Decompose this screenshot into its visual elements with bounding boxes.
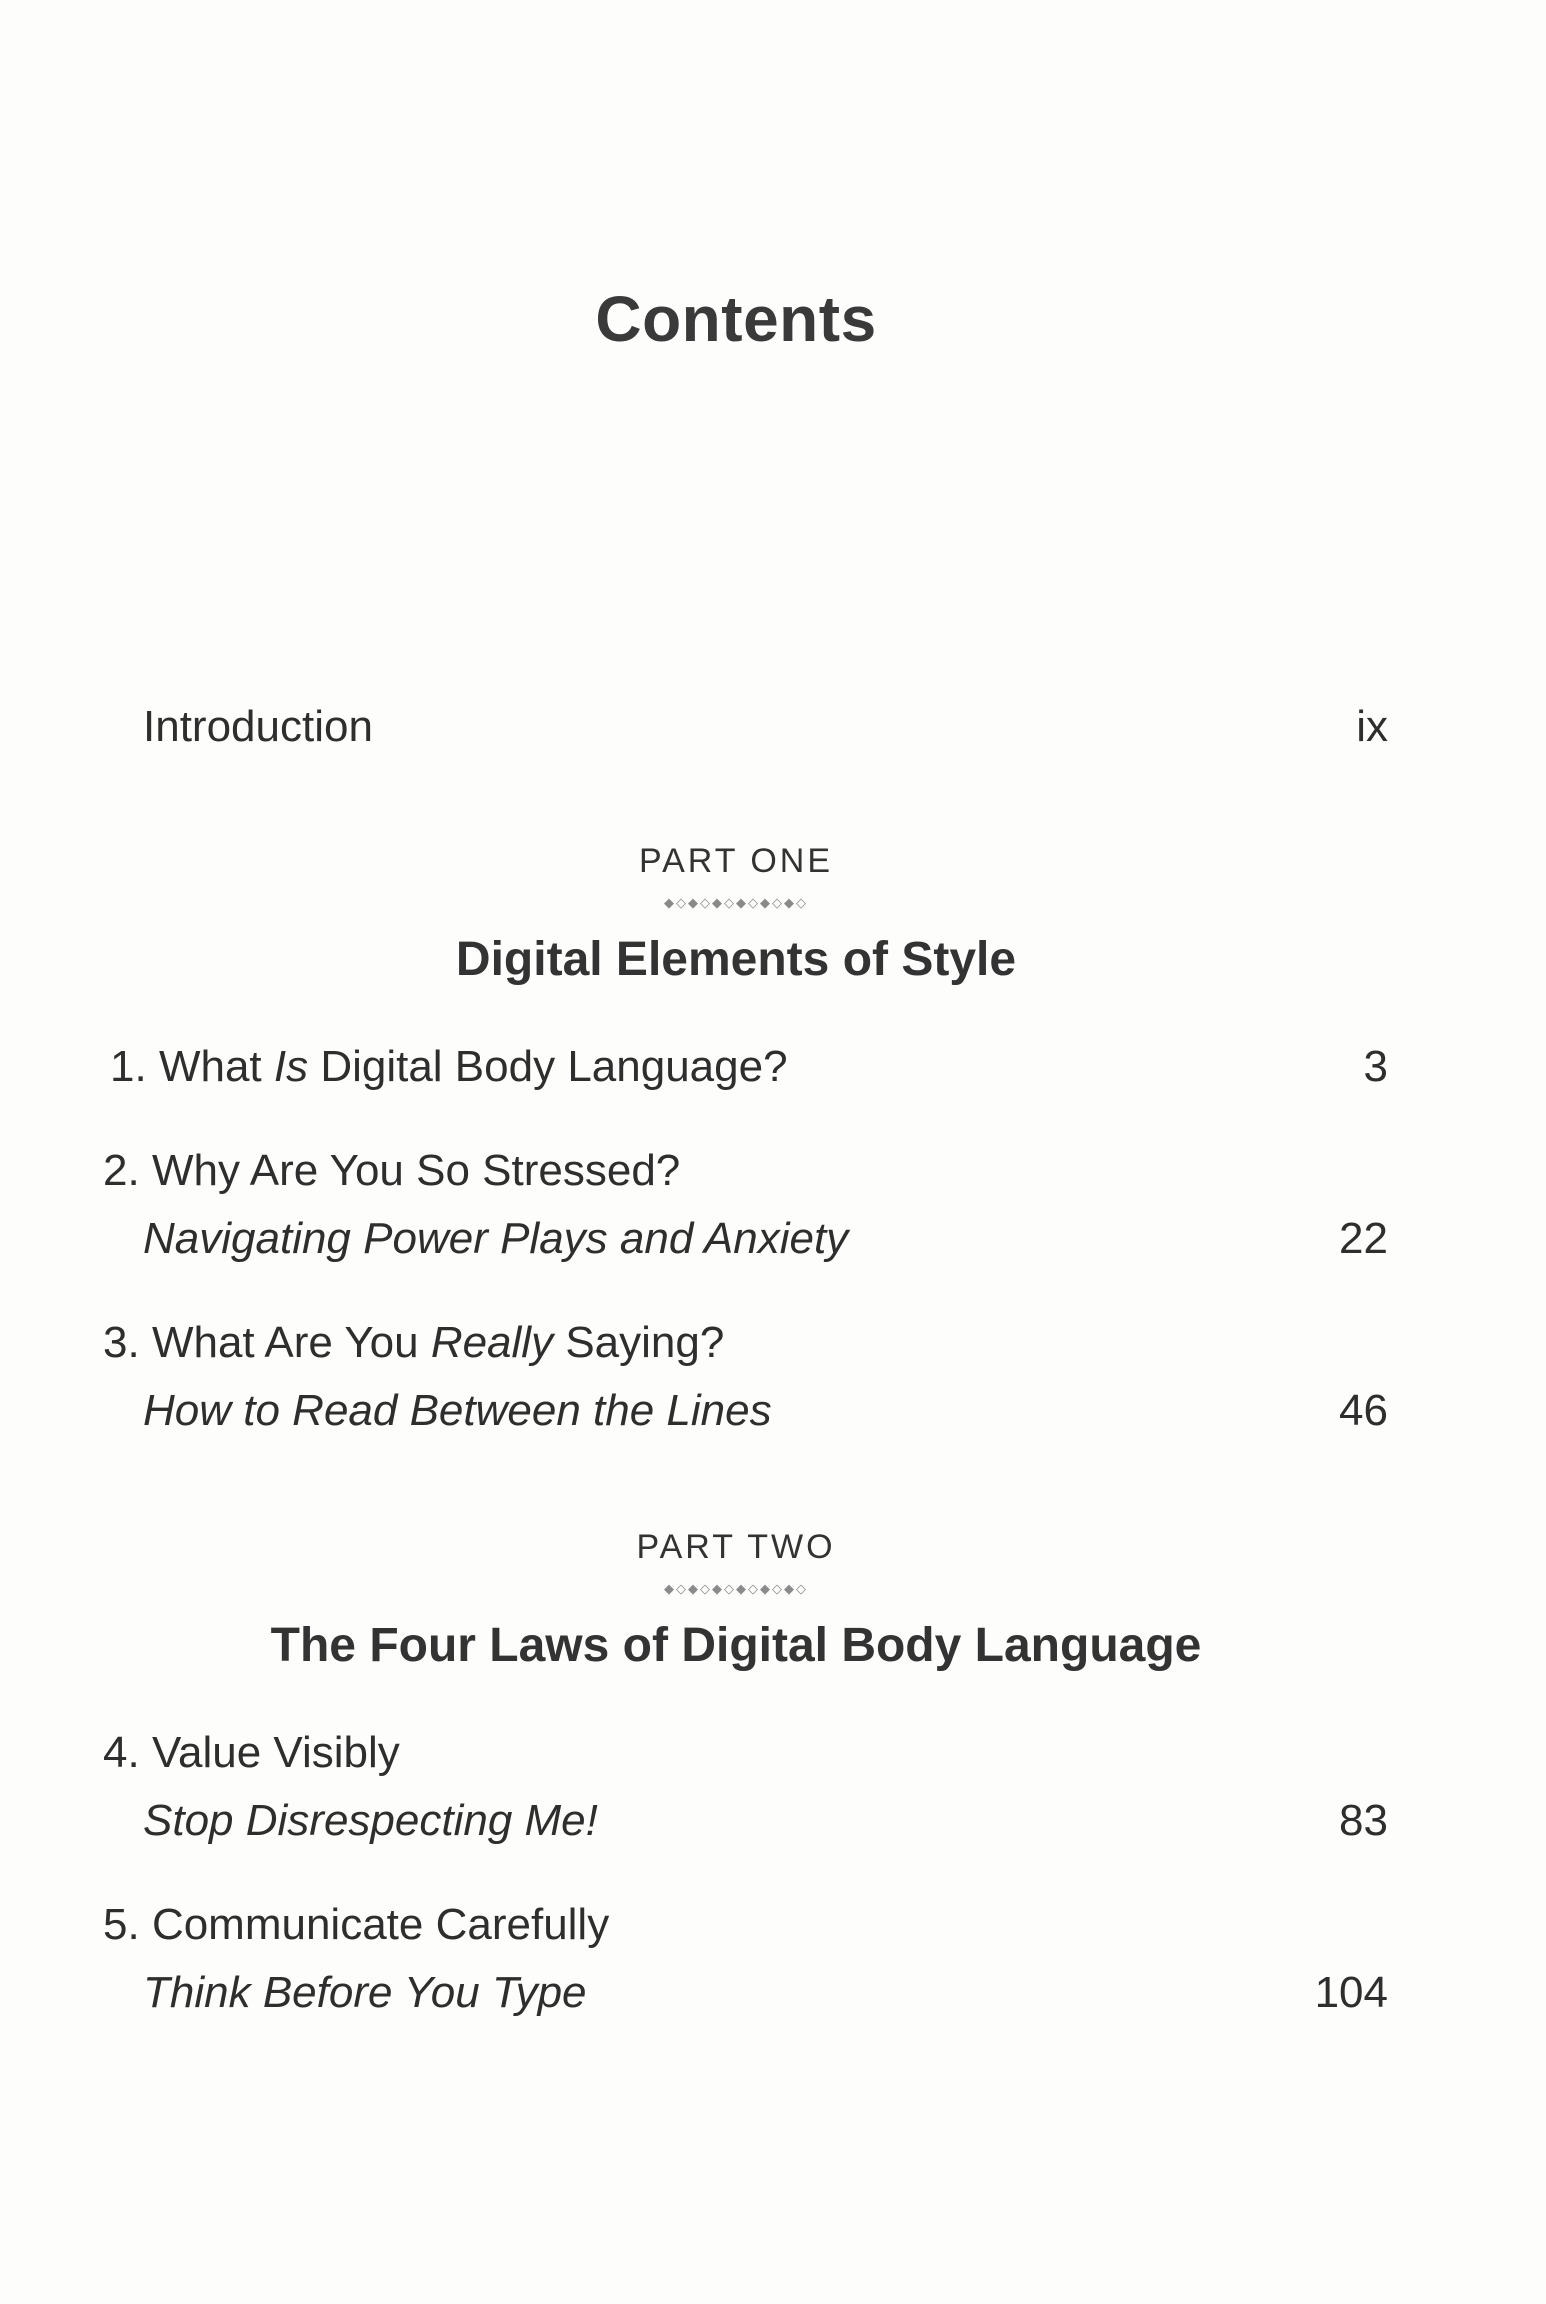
part-ornament: ◆◇◆◇◆◇◆◇◆◇◆◇ (664, 1581, 808, 1596)
chapter-subtitle: How to Read Between the Lines (143, 1386, 772, 1435)
part-title: Digital Elements of Style (455, 933, 1017, 986)
part-ornament: ◆◇◆◇◆◇◆◇◆◇◆◇ (664, 895, 808, 910)
chapter-number: 4. (103, 1728, 140, 1777)
toc-page-chapter-4: 83 (1339, 1796, 1388, 1845)
toc-page-chapter-2: 22 (1339, 1214, 1388, 1263)
part-label: PART TWO (636, 1528, 836, 1566)
toc-page-chapter-1: 3 (1363, 1042, 1388, 1091)
part-title: The Four Laws of Digital Body Language (270, 1619, 1202, 1672)
toc-page-chapter-3: 46 (1339, 1386, 1388, 1435)
chapter-number: 3. (103, 1318, 140, 1367)
toc-page-introduction: ix (1356, 702, 1388, 751)
chapter-subtitle: Think Before You Type (143, 1968, 587, 2017)
page-title: Contents (595, 283, 877, 355)
toc-entry-chapter-2 (103, 1146, 680, 1196)
toc-entry-chapter-4 (103, 1728, 400, 1778)
chapter-title: What Is Digital Body Language? (158, 1042, 788, 1091)
toc-page-chapter-5: 104 (1314, 1968, 1388, 2017)
chapter-subtitle: Navigating Power Plays and Anxiety (143, 1214, 849, 1263)
chapter-title: What Are You Really Saying? (151, 1318, 725, 1367)
toc-entry-chapter-5 (103, 1900, 609, 1950)
chapter-title: Why Are You So Stressed? (151, 1146, 681, 1195)
chapter-subtitle: Stop Disrespecting Me! (143, 1796, 598, 1845)
chapter-title: Value Visibly (151, 1728, 400, 1777)
chapter-number: 1. (110, 1042, 147, 1091)
toc-entry-chapter-3 (103, 1318, 724, 1368)
toc-entry-introduction: Introduction (143, 702, 373, 751)
chapter-number: 5. (103, 1900, 140, 1949)
chapter-title: Communicate Carefully (151, 1900, 610, 1949)
chapter-number: 2. (103, 1146, 140, 1195)
toc-entry-chapter-1 (110, 1042, 788, 1092)
part-label: PART ONE (638, 842, 834, 880)
